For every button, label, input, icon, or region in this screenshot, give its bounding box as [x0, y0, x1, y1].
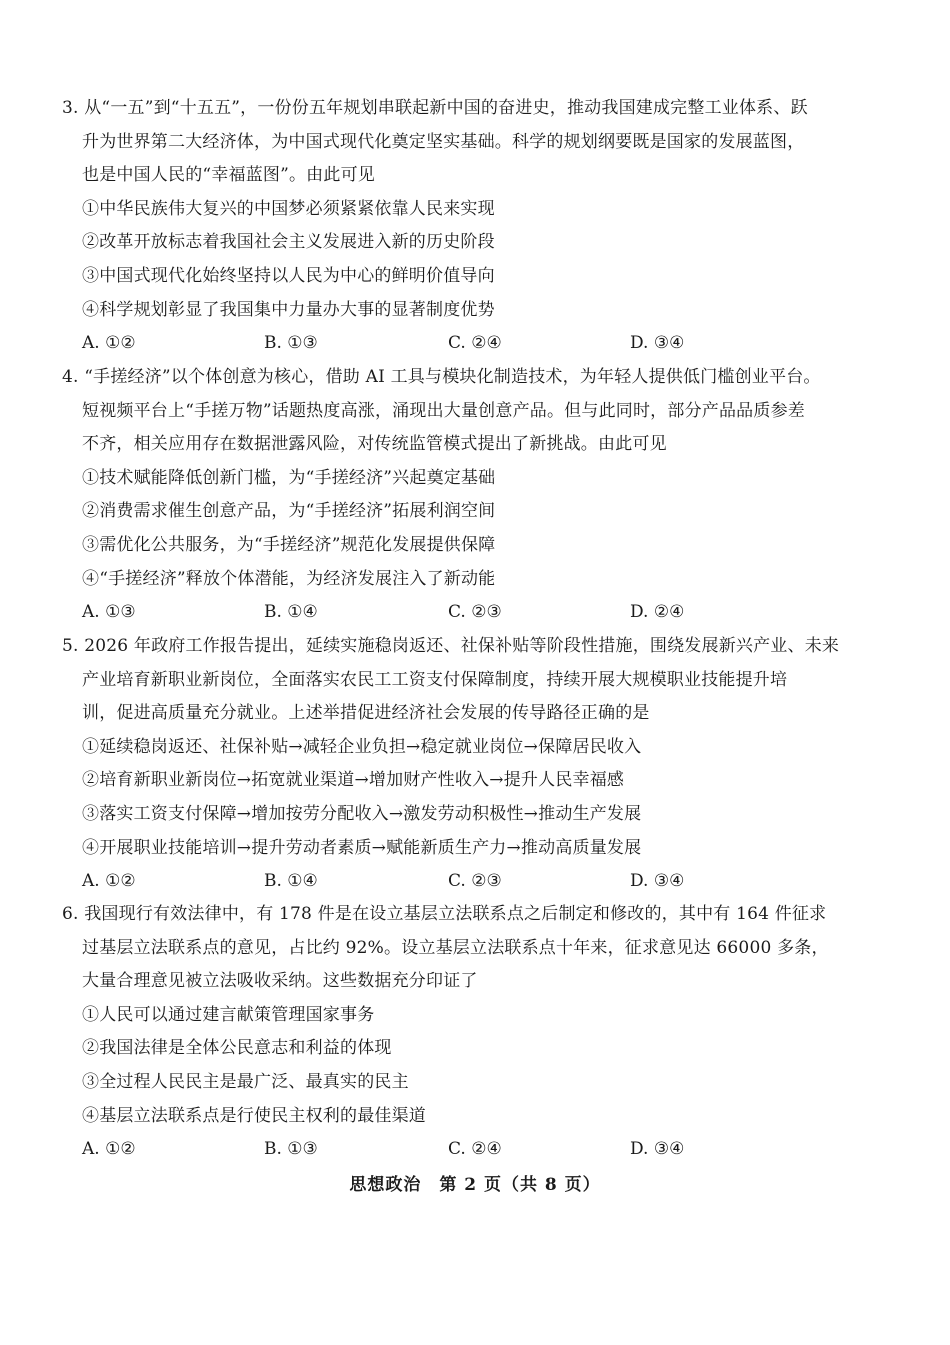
- choice-b: B. ①④: [264, 602, 318, 623]
- choice-d: D. ②④: [630, 602, 685, 623]
- question-stem-line: 6. 我国现行有效法律中，有 178 件是在设立基层立法联系点之后制定和修改的，其中有 164 件征求: [62, 904, 827, 924]
- statement-option: ③中国式现代化始终坚持以人民为中心的鲜明价值导向: [82, 265, 495, 286]
- question-stem-line: 过基层立法联系点的意见，占比约 92%。设立基层立法联系点十年来，征求意见达 66000 多条，: [82, 937, 829, 958]
- page-footer: 思想政治 第 2 页（共 8 页）: [349, 1175, 601, 1195]
- statement-option: ①中华民族伟大复兴的中国梦必须紧紧依靠人民来实现: [82, 198, 495, 219]
- statement-option: ③全过程人民民主是最广泛、最真实的民主: [82, 1071, 409, 1092]
- question-stem-line: 大量合理意见被立法吸收采纳。这些数据充分印证了: [82, 971, 478, 992]
- answer-choices: [62, 1133, 862, 1167]
- choice-b: B. ①④: [264, 871, 318, 892]
- choice-a: A. ①③: [82, 602, 136, 623]
- choice-a: A. ①②: [82, 871, 136, 892]
- choice-a: A. ①②: [82, 333, 136, 354]
- question-stem-line: 产业培育新职业新岗位，全面落实农民工工资支付保障制度，持续开展大规模职业技能提升培: [82, 669, 788, 690]
- answer-choices: [62, 596, 862, 630]
- question-4: [62, 361, 862, 630]
- question-5: [62, 630, 862, 899]
- question-6: [62, 898, 862, 1167]
- statement-option: ④“手搓经济”释放个体潜能，为经济发展注入了新动能: [82, 568, 496, 589]
- question-stem-line: 短视频平台上“手搓万物”话题热度高涨，涌现出大量创意产品。但与此同时，部分产品品质参差: [82, 400, 805, 421]
- choice-b: B. ①③: [264, 1139, 318, 1160]
- question-3: [62, 92, 862, 361]
- choice-b: B. ①③: [264, 333, 318, 354]
- question-stem-line: 5. 2026 年政府工作报告提出，延续实施稳岗返还、社保补贴等阶段性措施，围绕发展新兴产业、未来: [62, 636, 840, 656]
- question-stem-line: 升为世界第二大经济体，为中国式现代化奠定坚实基础。科学的规划纲要既是国家的发展蓝图，: [82, 131, 805, 152]
- statement-option: ④开展职业技能培训→提升劳动者素质→赋能新质生产力→推动高质量发展: [82, 837, 642, 858]
- choice-a: A. ①②: [82, 1139, 136, 1160]
- statement-option: ②改革开放标志着我国社会主义发展进入新的历史阶段: [82, 232, 495, 253]
- statement-option: ③需优化公共服务，为“手搓经济”规范化发展提供保障: [82, 534, 496, 555]
- choice-d: D. ③④: [630, 871, 685, 892]
- statement-option: ①技术赋能降低创新门槛，为“手搓经济”兴起奠定基础: [82, 467, 496, 488]
- question-stem-line: 4. “手搓经济”以个体创意为核心，借助 AI 工具与模块化制造技术，为年轻人提供低门槛创业平台。: [62, 367, 821, 387]
- statement-option: ①人民可以通过建言献策管理国家事务: [82, 1004, 375, 1025]
- statement-option: ②培育新职业新岗位→拓宽就业渠道→增加财产性收入→提升人民幸福感: [82, 770, 625, 791]
- choice-c: C. ②④: [448, 1139, 502, 1160]
- statement-option: ②消费需求催生创意产品，为“手搓经济”拓展利润空间: [82, 501, 496, 522]
- question-stem-line: 不齐，相关应用存在数据泄露风险，对传统监管模式提出了新挑战。由此可见: [82, 434, 667, 455]
- choice-c: C. ②④: [448, 333, 502, 354]
- choice-d: D. ③④: [630, 1139, 685, 1160]
- answer-choices: [62, 327, 862, 361]
- statement-option: ①延续稳岗返还、社保补贴→减轻企业负担→稳定就业岗位→保障居民收入: [82, 736, 642, 757]
- statement-option: ④科学规划彰显了我国集中力量办大事的显著制度优势: [82, 299, 495, 320]
- choice-c: C. ②③: [448, 602, 502, 623]
- statement-option: ③落实工资支付保障→增加按劳分配收入→激发劳动积极性→推动生产发展: [82, 803, 642, 824]
- choice-c: C. ②③: [448, 871, 502, 892]
- statement-option: ②我国法律是全体公民意志和利益的体现: [82, 1038, 392, 1059]
- statement-option: ④基层立法联系点是行使民主权利的最佳渠道: [82, 1105, 426, 1126]
- answer-choices: [62, 865, 862, 899]
- choice-d: D. ③④: [630, 333, 685, 354]
- question-stem-line: 3. 从“一五”到“十五五”，一份份五年规划串联起新中国的奋进史，推动我国建成完整工业体系、跃: [62, 98, 808, 118]
- question-stem-line: 训，促进高质量充分就业。上述举措促进经济社会发展的传导路径正确的是: [82, 703, 650, 724]
- question-stem-line: 也是中国人民的“幸福蓝图”。由此可见: [82, 165, 375, 186]
